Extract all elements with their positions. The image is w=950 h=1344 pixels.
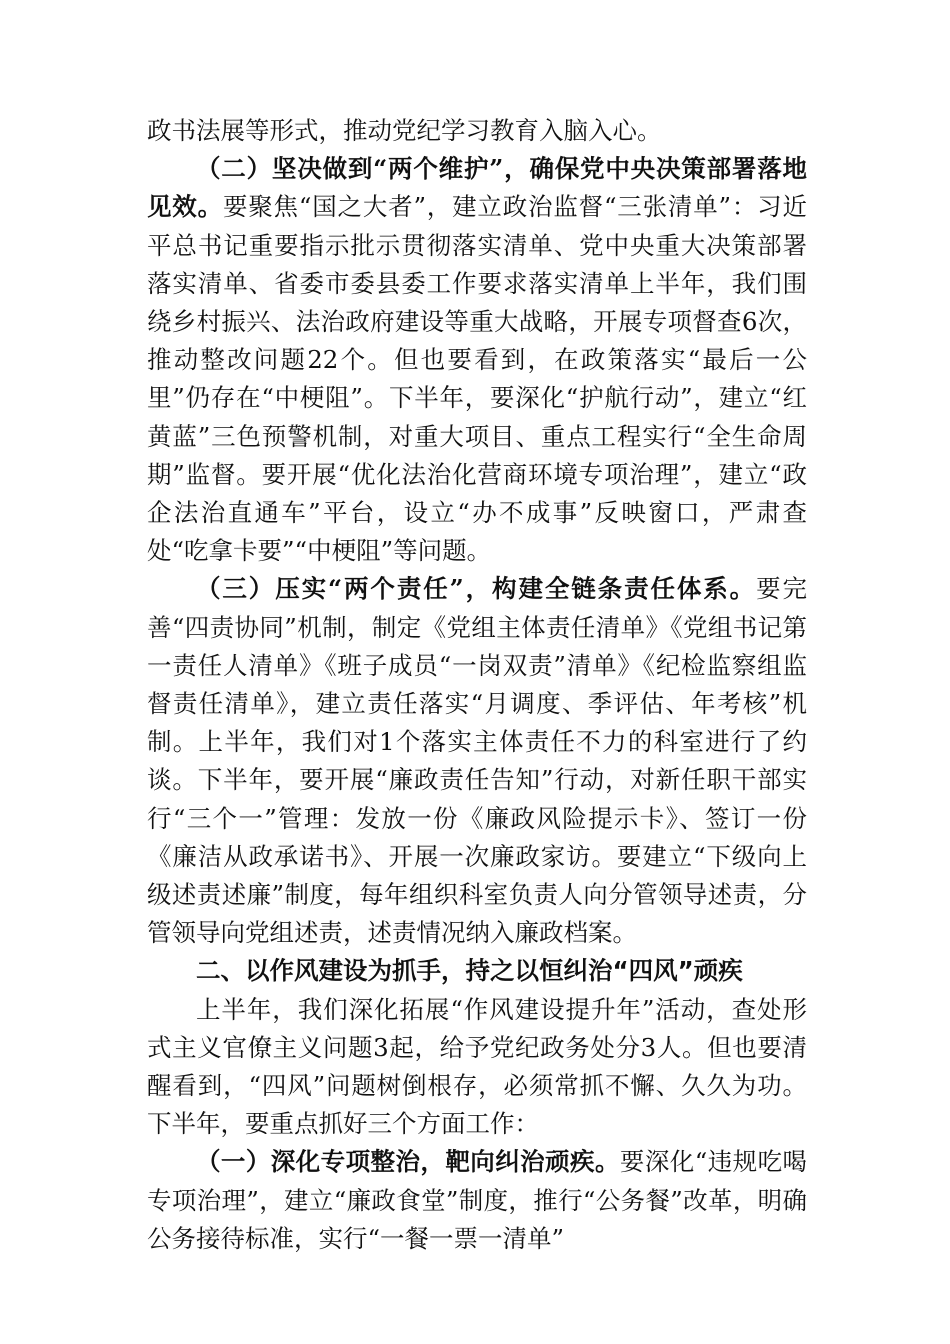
paragraph-first-half-summary [147, 991, 807, 1144]
document-body [147, 112, 807, 1258]
paragraph-special-rectification [147, 1143, 807, 1258]
paragraph-two-safeguards [147, 150, 807, 570]
paragraph-lead-sentence: （二）坚决做到“两个维护”，确保党中央决策部署落地见效。 [147, 154, 807, 222]
paragraph-text: 要聚焦“国之大者”，建立政治监督“三张清单”：习近平总书记重要指示批示贯彻落实清单、党中央重大决策部署落实清单、省委市委县委工作要求落实清单上半年，我们围绕乡村振兴、法治政府建设等重大战略，开展专项督查6次，推动整改问题22个。但也要看到，在政策落实“最后一公里”仍存在“中梗阻”。下半年，要深化“护航行动”，建立“红黄蓝”三色预警机制，对重大项目、重点工程实行“全生命周期”监督。要开展“优化法治化营商环境专项治理”，建立“政企法治直通车”平台，设立“办不成事”反映窗口，严肃查处“吃拿卡要”“中梗阻”等问题。 [147, 192, 807, 566]
paragraph-continuation [147, 112, 807, 150]
paragraph-two-responsibilities [147, 570, 807, 952]
paragraph-lead-sentence: （三）压实“两个责任”，构建全链条责任体系。 [196, 574, 757, 604]
paragraph-text: 政书法展等形式，推动党纪学习教育入脑入心。 [147, 116, 662, 145]
section-heading: 二、以作风建设为抓手，持之以恒纠治“四风”顽疾 [196, 956, 743, 986]
paragraph-text: 上半年，我们深化拓展“作风建设提升年”活动，查处形式主义官僚主义问题3起，给予党纪政务处分3人。但也要清醒看到，“四风”问题树倒根存，必须常抓不懈、久久为功。下半年，要重点抓好三个方面工作： [147, 994, 807, 1139]
paragraph-text: 要完善“四责协同”机制，制定《党组主体责任清单》《党组书记第一责任人清单》《班子成员“一岗双责”清单》《纪检监察组监督责任清单》，建立责任落实“月调度、季评估、年考核”机制。上半年，我们对1个落实主体责任不力的科室进行了约谈。下半年，要开展“廉政责任告知”行动，对新任职干部实行“三个一”管理：发放一份《廉政风险提示卡》、签订一份《廉洁从政承诺书》、开展一次廉政家访。要建立“下级向上级述责述廉”制度，每年组织科室负责人向分管领导述责，分管领导向党组述责，述责情况纳入廉政档案。 [147, 574, 807, 948]
paragraph-lead-sentence: （一）深化专项整治，靶向纠治顽疾。 [196, 1147, 620, 1177]
paragraph-text: 要深化“违规吃喝专项治理”，建立“廉政食堂”制度，推行“公务餐”改革，明确公务接待标准，实行“一餐一票一清单” [147, 1147, 807, 1253]
